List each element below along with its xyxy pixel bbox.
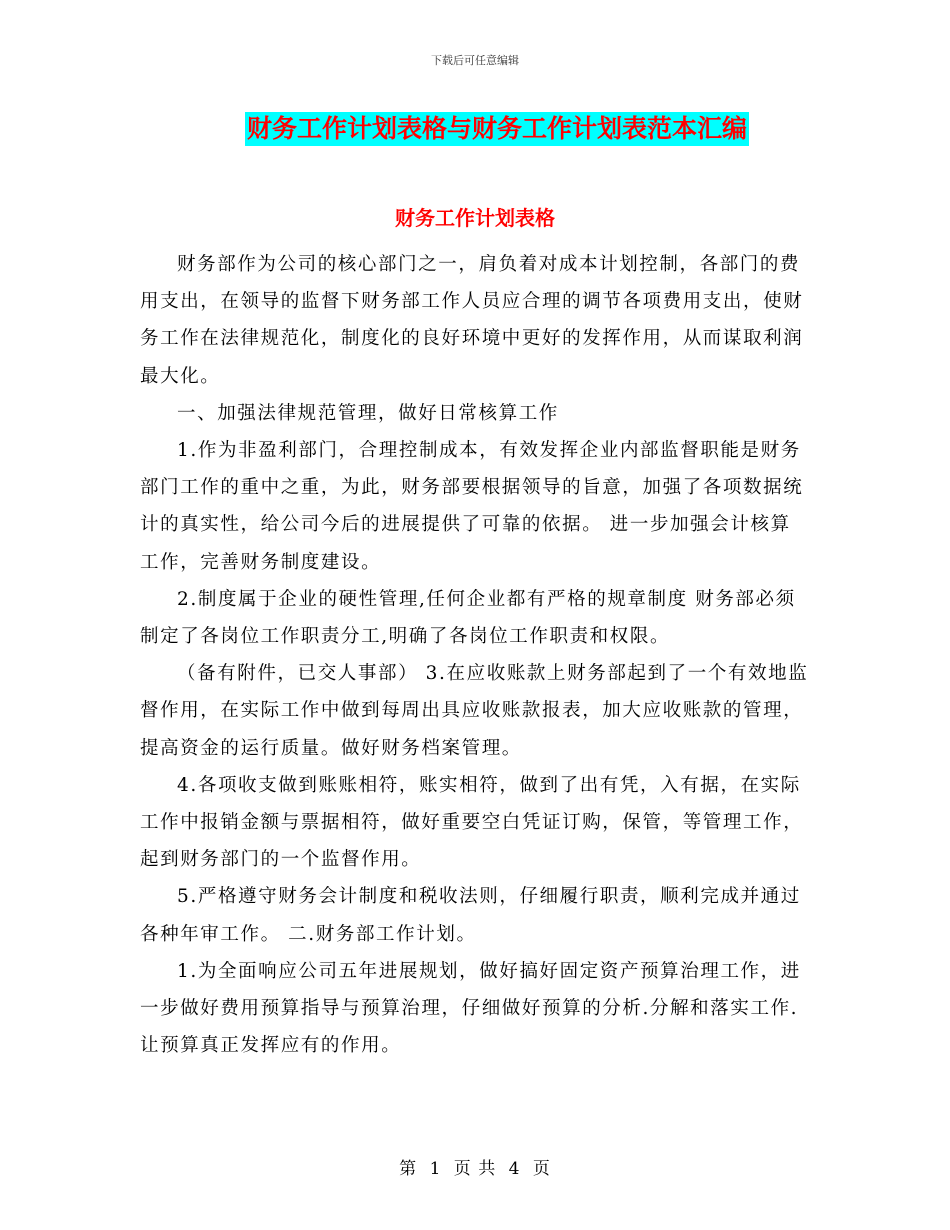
paragraph: 2.制度属于企业的硬性管理,任何企业都有严格的规章制度 财务部必须制定了各岗位工作职责分工,明确了各岗位工作职责和权限。	[140, 588, 796, 648]
paragraph: 1.作为非盈利部门，合理控制成本，有效发挥企业内部监督职能是财务部门工作的重中之重，为此，财务部要根据领导的旨意，加强了各项数据统计的真实性，给公司今后的进展提供了可靠的依据。 进一步加强会计核算工作，完善财务制度建设。	[140, 440, 804, 573]
footer-page-number: 1	[429, 1159, 442, 1179]
page-footer	[0, 1154, 950, 1179]
footer-suffix: 页	[532, 1159, 551, 1179]
footer-middle: 页 共	[453, 1159, 497, 1179]
body-text	[140, 246, 810, 1064]
paragraph: 财务部作为公司的核心部门之一，肩负着对成本计划控制，各部门的费用支出，在领导的监督下财务部工作人员应合理的调节各项费用支出，使财务工作在法律规范化，制度化的良好环境中更好的发挥作用，从而谋取利润最大化。	[140, 254, 804, 387]
footer-prefix: 第	[399, 1159, 418, 1179]
section-title: 财务工作计划表格	[395, 206, 555, 230]
paragraph: （备有附件，已交人事部） 3.在应收账款上财务部起到了一个有效地监督作用，在实际工作中做到每周出具应收账款报表，加大应收账款的管理，提高资金的运行质量。做好财务档案管理。	[140, 663, 809, 759]
main-title-text: 财务工作计划表格与财务工作计划表范本汇编	[245, 112, 749, 146]
header-note: 下载后可任意编辑	[431, 54, 519, 67]
paragraph: 一、加强法律规范管理，做好日常核算工作	[177, 402, 559, 424]
main-title	[0, 112, 950, 146]
paragraph: 5.严格遵守财务会计制度和税收法则，仔细履行职责，顺利完成并通过各种年审工作。 二.财务部工作计划。	[140, 886, 801, 945]
footer-total-pages: 4	[508, 1159, 521, 1179]
paragraph: 4.各项收支做到账账相符，账实相符，做到了出有凭，入有据，在实际工作中报销金额与票据相符，做好重要空白凭证订购，保管，等管理工作，起到财务部门的一个监督作用。	[140, 774, 804, 871]
paragraph: 1.为全面响应公司五年进展规划，做好搞好固定资产预算治理工作，进一步做好费用预算指导与预算治理，仔细做好预算的分析.分解和落实工作.让预算真正发挥应有的作用。	[140, 960, 801, 1057]
